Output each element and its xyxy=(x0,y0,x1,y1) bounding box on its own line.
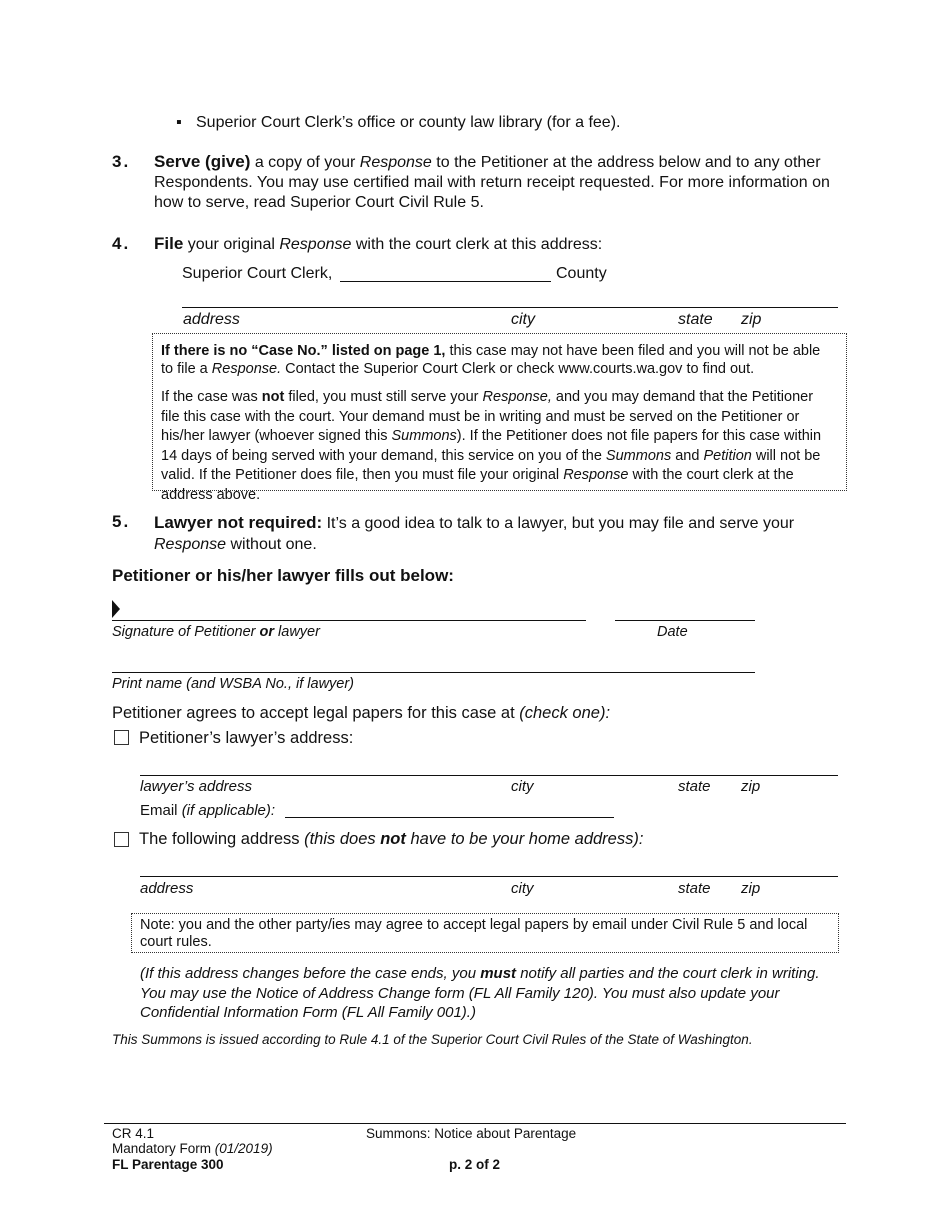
change-a: (If this address changes before the case ends, you xyxy=(140,965,481,982)
item4-t1: your original xyxy=(183,236,280,253)
lawyer-city-label: city xyxy=(511,778,534,795)
lawyer-address-option-label: Petitioner’s lawyer’s address: xyxy=(139,729,354,747)
footer-mandatory-a: Mandatory Form xyxy=(112,1141,215,1156)
lawyer-address-field[interactable] xyxy=(140,775,838,776)
email-note-text: Note: you and the other party/ies may agree to accept legal papers by email under Civil Rule 5 and local court rules. xyxy=(140,917,808,950)
bullet-marker: ▪ xyxy=(176,114,182,131)
lawyer-state-label: state xyxy=(678,778,711,795)
footer-title: Summons: Notice about Parentage xyxy=(366,1126,577,1141)
signature-flag-icon xyxy=(112,600,120,618)
clerk-address-label: address xyxy=(183,311,240,328)
following-address-checkbox[interactable] xyxy=(114,832,129,847)
notice-p2-e: and xyxy=(671,447,704,464)
following-city-label: city xyxy=(511,880,534,897)
notice-p2-d: ). If the Petitioner does not file papers for this case within 14 days of being served with your demand, this service on you of the xyxy=(161,428,822,464)
following-state-label: state xyxy=(678,880,711,897)
clerk-city-label: city xyxy=(511,311,535,328)
case-notice-box xyxy=(152,333,847,503)
item5-lead: Lawyer not required: xyxy=(154,513,323,532)
item4-t3: with the court clerk at this address: xyxy=(351,236,603,253)
signature-label-a: Signature of Petitioner xyxy=(112,624,260,640)
clerk-address-field[interactable] xyxy=(182,307,838,308)
notice-p1-italic: Response. xyxy=(211,361,282,377)
notice-p2-i2: Summons xyxy=(391,428,457,444)
lawyer-address-checkbox[interactable] xyxy=(114,730,129,745)
footer-mandatory xyxy=(112,1140,273,1157)
opt2-a: The following address xyxy=(139,830,305,848)
notice-p1-bold: If there is no “Case No.” listed on page 1, xyxy=(161,343,446,359)
county-label: County xyxy=(556,265,607,282)
item5-text xyxy=(154,512,834,555)
notice-p2-g: with the court clerk at the address above. xyxy=(161,467,794,503)
item3-text xyxy=(154,152,844,213)
notice-p2-i5: Response xyxy=(563,467,629,483)
clerk-label: Superior Court Clerk, xyxy=(182,265,333,282)
bullet-text: Superior Court Clerk’s office or county law library (for a fee). xyxy=(196,114,621,131)
lawyer-zip-label: zip xyxy=(741,778,761,795)
email-label xyxy=(140,801,275,821)
footer-form-id: FL Parentage 300 xyxy=(112,1157,224,1172)
agree-text xyxy=(112,703,610,723)
item5-t1: It’s a good idea to talk to a lawyer, but you may file and serve your xyxy=(322,515,795,532)
agree-i: (check one): xyxy=(519,704,611,722)
notice-p1-b: Contact the Superior Court Clerk or check www.courts.wa.gov to find out. xyxy=(281,361,755,377)
notice-p2-i4: Petition xyxy=(703,447,752,464)
following-address-option-label xyxy=(139,829,643,849)
rule-statement: This Summons is issued according to Rule 4.1 of the Superior Court Civil Rules of the State of Washington. xyxy=(112,1032,753,1047)
county-field[interactable] xyxy=(340,281,551,282)
date-field[interactable] xyxy=(615,620,755,621)
item3-number: 3. xyxy=(112,152,131,171)
footer-divider xyxy=(104,1123,846,1124)
signature-label-bold: or xyxy=(259,624,275,640)
opt2-i1: (this does xyxy=(304,830,381,848)
email-note-box xyxy=(131,913,839,953)
date-label: Date xyxy=(657,624,688,640)
item3-t1: a copy of your xyxy=(250,154,360,171)
clerk-zip-label: zip xyxy=(741,311,762,328)
footer-page-number: p. 2 of 2 xyxy=(449,1157,501,1172)
notice-p2-f: will not be valid. If the Petitioner does file, then you must file your original xyxy=(161,447,821,483)
signature-label-b: lawyer xyxy=(274,624,320,640)
footer-cr: CR 4.1 xyxy=(112,1126,155,1141)
following-zip-label: zip xyxy=(741,880,761,897)
notice-p2-a: If the case was xyxy=(161,389,262,405)
item4-t2: Response xyxy=(279,236,352,253)
item3-t3: to the Petitioner at the address below and to any other Respondents. You may use certified mail with return receipt requested. For more information on how to serve, read Superior Court Civil Rule 5. xyxy=(154,154,830,211)
notice-p2-i1: Response, xyxy=(482,389,552,405)
notice-p2-c: and you may demand that the Petitioner file this case with the court. Your demand must be in writing and must be served on the Petitioner or his/her lawyer (whoever signed this xyxy=(161,389,814,444)
notice-p2-bold: not xyxy=(261,389,285,405)
opt2-bold: not xyxy=(380,830,406,848)
item3-t2: Response xyxy=(359,154,432,171)
print-name-field[interactable] xyxy=(112,672,755,673)
email-label-i: (if applicable): xyxy=(181,802,276,819)
item5-t2: Response xyxy=(154,536,227,553)
address-change-text xyxy=(140,964,840,1023)
footer-mandatory-date: (01/2019) xyxy=(214,1141,273,1156)
notice-p1 xyxy=(161,342,835,378)
following-address-field[interactable] xyxy=(140,876,838,877)
lawyer-address-label: lawyer’s address xyxy=(140,778,252,795)
notice-p1-a: this case may not have been filed and you will not be able to file a xyxy=(161,343,821,377)
clerk-state-label: state xyxy=(678,311,713,328)
item4-number: 4. xyxy=(112,234,131,253)
item4-lead: File xyxy=(154,234,184,253)
email-field[interactable] xyxy=(285,817,614,818)
petitioner-heading: Petitioner or his/her lawyer fills out below: xyxy=(112,566,454,585)
opt2-i2: have to be your home address): xyxy=(405,830,644,848)
change-bold: must xyxy=(480,965,517,982)
item4-text xyxy=(154,234,844,255)
print-name-label: Print name (and WSBA No., if lawyer) xyxy=(112,676,355,692)
signature-label xyxy=(112,623,320,641)
agree-a: Petitioner agrees to accept legal papers for this case at xyxy=(112,704,520,722)
item3-lead: Serve (give) xyxy=(154,152,251,171)
following-address-label: address xyxy=(140,880,194,897)
change-b: notify all parties and the court clerk in writing. You may use the Notice of Address Change form (FL All Family 120). You must also update your Confidential Information Form (FL All Family 001).) xyxy=(140,965,820,1021)
notice-p2-b: filed, you must still serve your xyxy=(284,389,483,405)
email-label-a: Email xyxy=(140,802,182,819)
signature-field[interactable] xyxy=(112,620,586,621)
notice-p2-i3: Summons xyxy=(605,447,672,464)
item5-number: 5. xyxy=(112,512,131,531)
item5-t3: without one. xyxy=(226,536,317,553)
notice-p2 xyxy=(161,388,835,505)
